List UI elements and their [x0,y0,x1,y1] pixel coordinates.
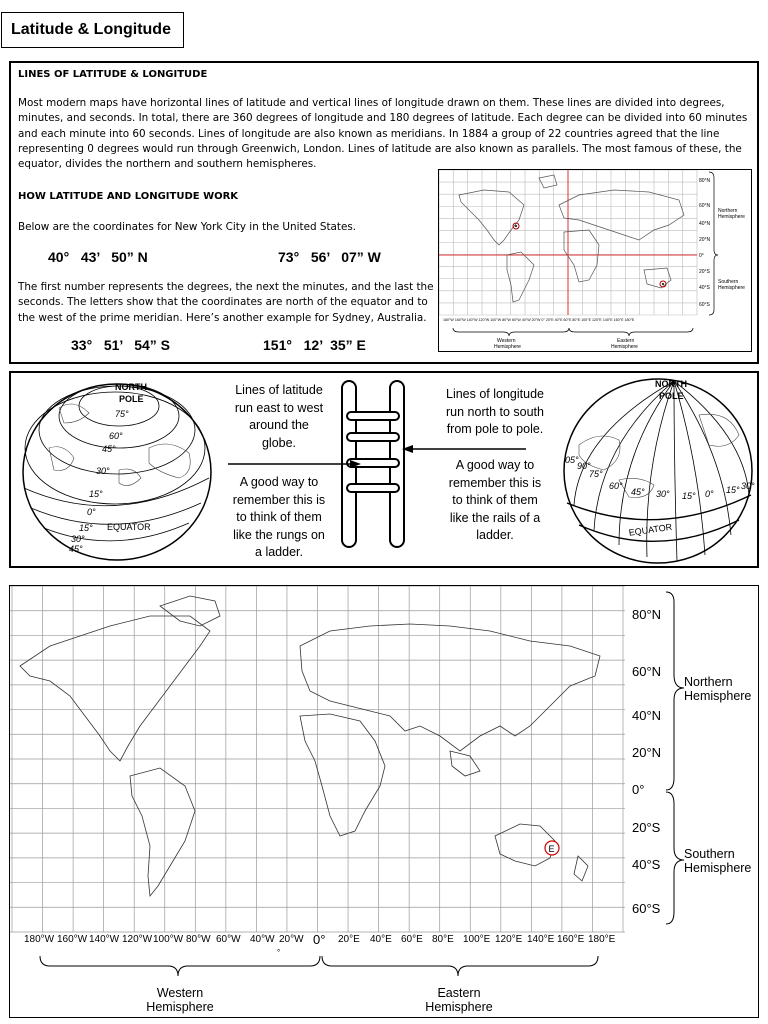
section-heading-lines: LINES OF LATITUDE & LONGITUDE [18,69,208,80]
lon-label: 120°E [495,934,523,945]
mini-lat-label: 80°N [699,178,711,184]
latitude-description: Lines of latitude run east to west around the globe. [234,383,324,450]
svg-text:NORTH: NORTH [655,379,687,389]
western-hemisphere-label: Western Hemisphere [146,986,214,1014]
lon-label: 140°W [89,934,120,945]
svg-text:E: E [548,844,555,854]
svg-text:75°: 75° [589,469,603,479]
lon-label: 60°E [401,934,423,945]
svg-text:0°: 0° [705,489,714,499]
mini-lat-label: 40°S [699,285,710,291]
lon-label: 160°E [557,934,585,945]
svg-text:15°: 15° [79,523,93,533]
mini-lat-label: 20°S [699,269,710,275]
lat-label-40n: 40°N [632,708,662,723]
explanation-paragraph: The first number represents the degrees, the next the minutes, and the last the seconds. The letters show that the coordinates are north of the equator and to the west of the prime meridian. Here’s another example for Sydney, Australia. [18,281,434,324]
svg-text:60°: 60° [109,431,123,441]
mini-lon-labels: 180°W 160°W 140°W 120°W 100°W 80°W 60°W 40°W 20°W 0° 20°E 40°E 60°E 80°E 100°E 120°E 140°E 160°E 180°E [443,318,635,322]
svg-text:45°: 45° [69,544,83,554]
southern-hemisphere-label: Southern Hemisphere [684,847,752,875]
lon-label: 160°W [57,934,88,945]
svg-text:EQUATOR: EQUATOR [628,521,673,538]
latitude-globe [19,378,215,564]
lon-label: 100°E [463,934,491,945]
mini-southern-label: Southern [718,279,739,285]
ny-longitude: 73° 56’ 07” W [278,249,381,265]
svg-text:NORTH: NORTH [115,382,147,392]
page-title: Latitude & Longitude [1,12,184,48]
svg-text:60°: 60° [609,481,623,491]
svg-text:45°: 45° [631,487,645,497]
lat-label-40s: 40°S [632,857,661,872]
svg-text:15°: 15° [682,491,696,501]
lon-label: 180°W [24,934,55,945]
mini-world-map [438,169,752,352]
intro-paragraph: Most modern maps have horizontal lines of latitude and vertical lines of longitude drawn on them. These lines are divided into degrees, minutes, and seconds. In total, there are 360 degrees of longitude and 180 degrees of latitude. Each degree can be divided into 60 minutes and each minute into 60 seconds. Lines of longitude are also known as meridians. In 1884 a group of 22 countries agreed that the line representing 0 degrees would run through Greenwich, London. Lines of latitude are also known as parallels. The most famous of these, the equator, divides the northern and southern hemispheres. [18,97,748,171]
svg-text:30°: 30° [71,534,85,544]
section-heading-how: HOW LATITUDE AND LONGITUDE WORK [18,191,239,202]
lon-label: 140°E [527,934,555,945]
lon-label: 20°E [338,934,360,945]
ny-latitude: 40° 43’ 50” N [48,249,148,265]
svg-text:Hemisphere: Hemisphere [718,214,745,220]
longitude-tip: A good way to remember this is to think of them like the rails of a ladder. [448,458,542,542]
svg-text:45°: 45° [102,444,116,454]
eastern-hemisphere-label: Eastern Hemisphere [425,986,493,1014]
lat-label-20s: 20°S [632,820,661,835]
northern-hemisphere-label: Northern Hemisphere [684,675,752,703]
svg-text:POLE: POLE [659,391,684,401]
mini-lat-label: 40°N [699,221,711,227]
svg-text:0°: 0° [87,507,96,517]
svg-text:30°: 30° [96,466,110,476]
mini-lat-label: 20°N [699,237,711,243]
lat-label-20n: 20°N [632,745,662,760]
svg-text:15°: 15° [726,485,740,495]
svg-text:90°: 90° [577,461,591,471]
svg-text:75°: 75° [115,409,129,419]
svg-text:05°: 05° [565,455,579,465]
world-map-grid [10,586,625,936]
svg-text:30°: 30° [656,489,670,499]
longitude-globe [559,375,757,567]
lon-label: 60°W [216,934,241,945]
lat-label-60s: 60°S [632,901,661,916]
lat-label-80n: 80°N [632,607,662,622]
svg-text:POLE: POLE [119,394,144,404]
latitude-tip: A good way to remember this is to think of them like the rungs on a ladder. [232,475,326,559]
sydney-latitude: 33° 51’ 54” S [71,337,170,353]
lon-label: 40°W [250,934,275,945]
longitude-description: Lines of longitude run north to south from pole to pole. [446,387,544,436]
hemisphere-braces-horizontal [38,952,608,982]
small-degree-mark: ° [277,948,281,957]
svg-text:15°: 15° [89,489,103,499]
lon-label: 40°E [370,934,392,945]
lon-label: 20°W [279,934,304,945]
mini-lat-label: 60°N [699,203,711,209]
lon-label: 100°W [153,934,184,945]
lon-label: 80°E [432,934,454,945]
hemisphere-braces-vertical [664,590,686,930]
lon-label: 180°E [588,934,616,945]
mini-eastern-label: Eastern [617,338,635,344]
sydney-longitude: 151° 12’ 35” E [263,337,366,353]
ny-intro: Below are the coordinates for New York City in the United States. [18,221,357,233]
svg-text:EQUATOR: EQUATOR [107,522,151,532]
svg-text:Hemisphere: Hemisphere [718,285,745,291]
lon-label: 120°W [122,934,153,945]
lon-label: 80°W [186,934,211,945]
svg-text:30°: 30° [741,481,755,491]
mini-map-graphic [439,170,751,351]
mini-lat-label: 0° [699,253,704,259]
lon-label: 0° [313,932,326,947]
mini-lat-label: 60°S [699,302,710,308]
svg-text:Hemisphere: Hemisphere [494,344,521,350]
lat-label-60n: 60°N [632,664,662,679]
svg-text:Hemisphere: Hemisphere [611,344,638,350]
mini-northern-label: Northern [718,208,738,214]
lat-label-0: 0° [632,782,645,797]
mini-western-label: Western [497,338,516,344]
